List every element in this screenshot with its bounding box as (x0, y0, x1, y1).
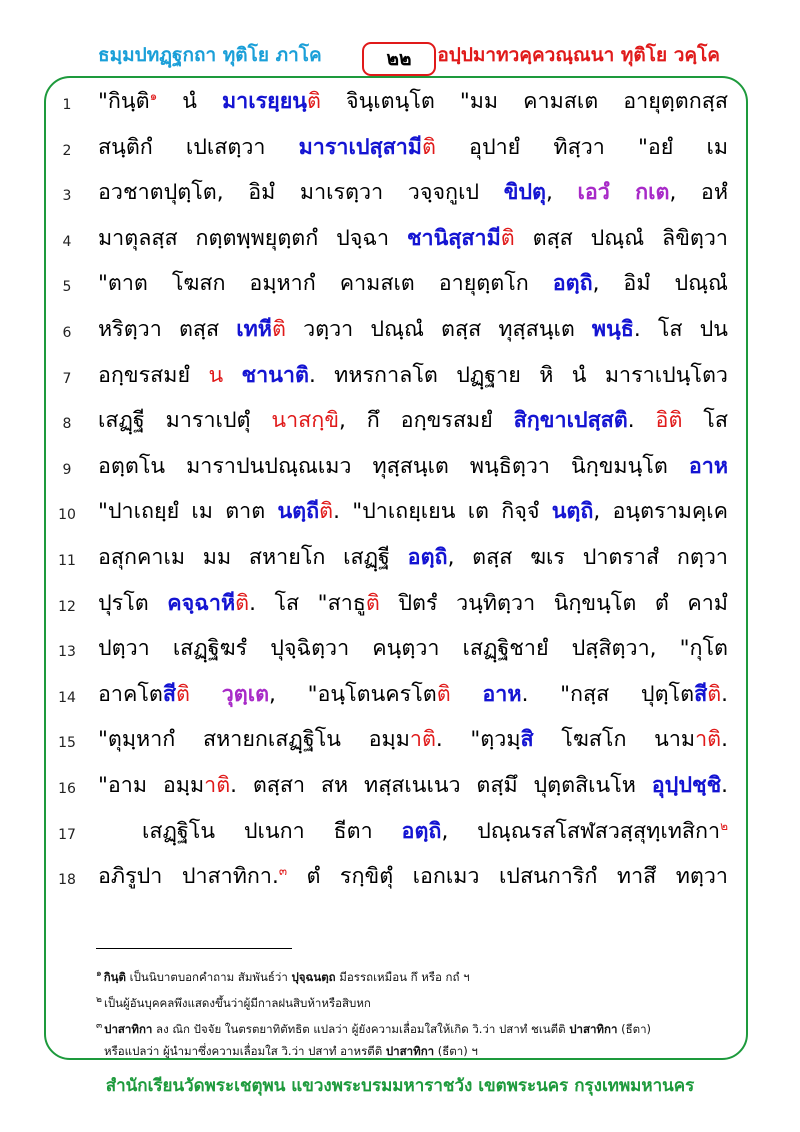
line-text (98, 855, 728, 899)
text-span: เทหี (236, 317, 272, 342)
text-span: อุปายํ ทิสฺวา "อยํ เม (435, 134, 728, 160)
line-text (98, 262, 728, 306)
text-span: ติ (500, 225, 515, 251)
line-text (98, 490, 728, 534)
text-span (190, 682, 222, 707)
text-span: อิติ (655, 408, 683, 434)
footnote-text: ลง ณิก ปัจจัย ในตรตยาทิตัทธิต แปลว่า ผู้ยังความเลื่อมใสให้เกิด วิ.ว่า ปสาทํ ชเนตีติ (152, 1021, 570, 1036)
text-span: นาสกฺขิ (271, 408, 340, 434)
footnote-text: ปุจฺฉนตฺถ (291, 969, 336, 984)
text-span: ปตฺวา เสฏฺฐิฆรํ ปุจฺฉิตฺวา คนฺตฺวา เสฏฺฐิชายํ ปสฺสิตฺวา, "กุโต (98, 636, 728, 662)
line-number: 13 (58, 644, 76, 661)
text-span: าติ (409, 727, 436, 753)
line-text (98, 308, 728, 352)
text-span: . (627, 408, 656, 434)
line-number: 7 (62, 370, 72, 387)
text-span: . "ปาเถยฺเยน เต กิจฺจํ (333, 499, 552, 525)
text-span: โส (682, 408, 728, 434)
text-span: อุปฺปชฺชิ (651, 773, 722, 798)
line-number: 16 (58, 781, 76, 797)
line-number: 3 (62, 188, 72, 205)
page-number: ๒๒ (362, 42, 436, 76)
text-span: . โส ปน (633, 317, 728, 342)
text-span: ติ (365, 590, 380, 616)
text-span: นตฺถิ (551, 499, 594, 525)
footnote-divider (96, 948, 292, 949)
text-line (46, 262, 738, 306)
text-span: เสฏฺฐิโน ปเนกา ธีตา (142, 818, 402, 844)
footnote-text: กินฺติ (103, 969, 127, 984)
text-span: ชานิสฺสามี (406, 225, 501, 251)
footnote-mark: ๑ (96, 969, 102, 979)
text-span: าติ (695, 727, 722, 753)
footnote-text: (ธีตา) ฯ (434, 1044, 478, 1058)
text-span: อตฺถิ (407, 545, 448, 570)
text-line (46, 490, 738, 534)
text-line (46, 718, 738, 762)
line-number: 9 (62, 461, 72, 478)
line-number: 1 (62, 97, 72, 113)
text-span: , ตสฺส ฆเร ปาตราสํ กตฺวา (447, 545, 728, 570)
text-line (46, 855, 738, 899)
line-number: 17 (58, 826, 76, 843)
line-number: 5 (62, 279, 72, 296)
text-span: อวชาตปุตฺโต, อิมํ มาเรตฺวา วจฺจกูเป (98, 180, 504, 206)
text-span: "อาม อมฺม (98, 773, 205, 798)
header-right-title: อปฺปมาทวคฺควณฺณนา ทุติโย วคฺโค (437, 44, 720, 66)
line-text (98, 536, 728, 580)
text-line (46, 764, 738, 808)
text-line (46, 399, 738, 443)
text-span: ตํ รกฺขิตุํ เอกเมว เปสนการิกํ ทาสึ ทตฺวา (287, 864, 729, 890)
text-line (46, 536, 738, 580)
text-span: มาราเปสฺสามี (298, 134, 422, 160)
text-span: . (721, 681, 728, 707)
footnote (104, 1043, 478, 1061)
text-span: จินฺเตนฺโต "มม คามสเต อายุตฺตกสฺส (320, 89, 728, 114)
line-text (98, 673, 728, 717)
line-text (142, 810, 728, 854)
text-line (46, 673, 738, 717)
line-text (98, 126, 728, 170)
footnote-text: (ธีตา) (617, 1021, 652, 1036)
text-span: คจฺฉาหี (167, 590, 236, 616)
text-line (46, 80, 738, 124)
text-line (46, 810, 738, 854)
footnote-text: ปาสาทิกา (385, 1044, 435, 1058)
line-text (98, 217, 728, 261)
text-span: สี (162, 681, 177, 707)
footnote-text: มีอรรถเหมือน กึ หรือ กถํ ฯ (335, 969, 470, 984)
text-span: อตฺถิ (552, 271, 593, 297)
line-number: 4 (62, 233, 72, 250)
line-number: 12 (58, 598, 76, 615)
text-span: "กินฺติ (98, 89, 150, 114)
text-span: . โส "สาธู (249, 590, 366, 616)
text-span: ติ (319, 499, 334, 525)
line-text (98, 399, 728, 443)
text-span (223, 363, 241, 388)
text-span: น (208, 362, 224, 388)
text-span: . "กสฺส ปุตฺโต (521, 681, 695, 707)
footnote (96, 1018, 651, 1039)
text-span: วุตฺเต (221, 681, 270, 707)
line-text (98, 582, 728, 626)
text-span: ปิตรํ วนฺทิตฺวา นิกฺขนฺโต ตํ คามํ (379, 590, 728, 616)
footnote-ref: ๒ (720, 818, 728, 833)
text-span: พนฺธิ (591, 317, 634, 342)
footnote-text: เป็นนิบาตบอกคำถาม สัมพันธ์ว่า (126, 969, 292, 984)
text-span: สิกฺขาเปสฺสติ (513, 408, 628, 434)
line-number: 10 (58, 507, 76, 524)
line-number: 14 (58, 689, 76, 706)
text-span: อภิรูปา ปาสาทิกา. (98, 864, 279, 890)
line-number: 11 (58, 553, 76, 569)
header-left-title: ธมฺมปทฏฺฐกถา ทุติโย ภาโค (98, 44, 322, 66)
text-span: ขิปตุ (503, 180, 547, 206)
footnote-mark: ๒ (96, 995, 102, 1005)
page-footer: สำนักเรียนวัดพระเชตุพน แขวงพระบรมมหาราชวัง เขตพระนคร กรุงเทพมหานคร (105, 1076, 695, 1096)
text-span: โฆสโก นาม (533, 727, 696, 753)
text-span: สนฺติกํ เปเสตฺวา (98, 134, 299, 160)
text-span: , "อนฺโตนครโต (269, 681, 437, 707)
text-span: วตฺวา ปณฺณํ ตสฺส ทุสฺสนฺเต (285, 317, 592, 342)
text-span: ติ (176, 681, 190, 707)
text-line (46, 217, 738, 261)
footnote (96, 966, 470, 987)
text-span: . "ตฺวมฺ (435, 727, 521, 753)
text-span: ชานาติ (241, 362, 309, 388)
text-line (46, 627, 738, 671)
text-span: ติ (307, 89, 321, 114)
text-span: าติ (204, 773, 231, 798)
text-span: , อนฺตรามคฺเค (593, 499, 728, 525)
text-span: อาห (482, 681, 522, 707)
text-span: สี (694, 681, 708, 707)
line-number: 18 (58, 872, 76, 889)
line-text (98, 718, 728, 762)
text-span: "ตาต โฆสก อมฺหากํ คามสเต อายุตฺตโก (98, 271, 553, 297)
text-line (46, 171, 738, 215)
text-span: "ตุมฺหากํ สหายกเสฏฺฐิโน อมฺม (98, 727, 410, 753)
footnote-text: เป็นผู้อันบุคคลพึงแสดงขึ้นว่าผู้มีกาลฝนสิบห้าหรือสิบหก (103, 995, 371, 1010)
text-span: ติ (436, 681, 451, 707)
text-span: ติ (707, 681, 722, 707)
text-span: ติ (271, 317, 286, 342)
text-span: ตสฺส ปณฺณํ ลิขิตฺวา (514, 225, 729, 251)
line-text (98, 445, 728, 489)
text-span: . (721, 773, 729, 798)
text-span: , กึ อกฺขรสมยํ (339, 408, 514, 434)
text-span: , อิมํ ปณฺณํ (592, 271, 728, 297)
line-number: 6 (62, 325, 72, 341)
text-span (451, 682, 483, 707)
text-span: ปุรโต (98, 590, 168, 616)
text-span: มาตุลสฺส กตฺตพฺพยุตฺตกํ ปจฺฉา (98, 225, 407, 251)
footnote-text: หรือแปลว่า ผู้นำมาซึ่งความเลื่อมใส วิ.ว่า ปสาทํ อาหรตีติ (104, 1044, 386, 1058)
text-span: หริตฺวา ตสฺส (98, 317, 237, 342)
text-span: "ปาเถยฺยํ เม ตาต (98, 499, 278, 525)
text-span: นตฺถี (277, 499, 320, 525)
text-line (46, 308, 738, 352)
text-line (46, 354, 738, 398)
line-text (98, 171, 728, 215)
text-line (46, 582, 738, 626)
text-span: , ปณฺณรสโสฬสวสฺสุทฺเทสิกา (441, 818, 721, 844)
text-span: เอวํ กเต (577, 180, 670, 206)
text-span: อาคโต (98, 681, 163, 707)
text-line (46, 445, 738, 489)
line-text (98, 354, 728, 398)
text-span: . ตสฺสา สห ทสฺสเนเนว ตสฺมึ ปุตฺตสิเนโห (230, 773, 652, 798)
line-text (98, 627, 728, 671)
footnote-ref: ๓ (278, 864, 288, 879)
text-span: อตฺตโน มาราปนปณฺณเมว ทุสฺสนฺเต พนฺธิตฺวา นิกฺขมนฺโต (98, 453, 689, 479)
text-span: สิ (520, 727, 534, 753)
text-span: มาเรยฺยนฺ (221, 89, 308, 114)
text-span: . ทหรกาลโต ปฏฺฐาย หิ นํ มาราเปนฺโตว (308, 362, 728, 388)
line-text (98, 764, 728, 808)
footnote-text: ปาสาทิกา (569, 1021, 618, 1036)
line-number: 2 (62, 142, 72, 159)
text-line (46, 126, 738, 170)
line-number: 8 (62, 416, 72, 433)
text-span: ติ (421, 134, 436, 160)
footnote-text: ปาสาทิกา (104, 1021, 153, 1036)
text-span: อตฺถิ (401, 818, 442, 844)
text-span: เสฏฺฐี มาราเปตุํ (98, 408, 272, 434)
text-span: ติ (235, 590, 250, 616)
text-span: นํ (157, 89, 222, 114)
footnote-ref: ๑ (149, 88, 158, 103)
footnote-mark: ๓ (96, 1021, 103, 1031)
line-number: 15 (58, 735, 76, 752)
text-span: , อหํ (669, 180, 728, 206)
text-span: , (546, 180, 578, 206)
text-span: อกฺขรสมยํ (98, 362, 209, 388)
text-span: . (721, 727, 728, 753)
text-span: อสุกคาเม มม สหายโก เสฏฺฐี (98, 545, 408, 570)
line-text (98, 80, 728, 124)
text-span: อาห (688, 453, 728, 479)
footnote (96, 992, 371, 1013)
